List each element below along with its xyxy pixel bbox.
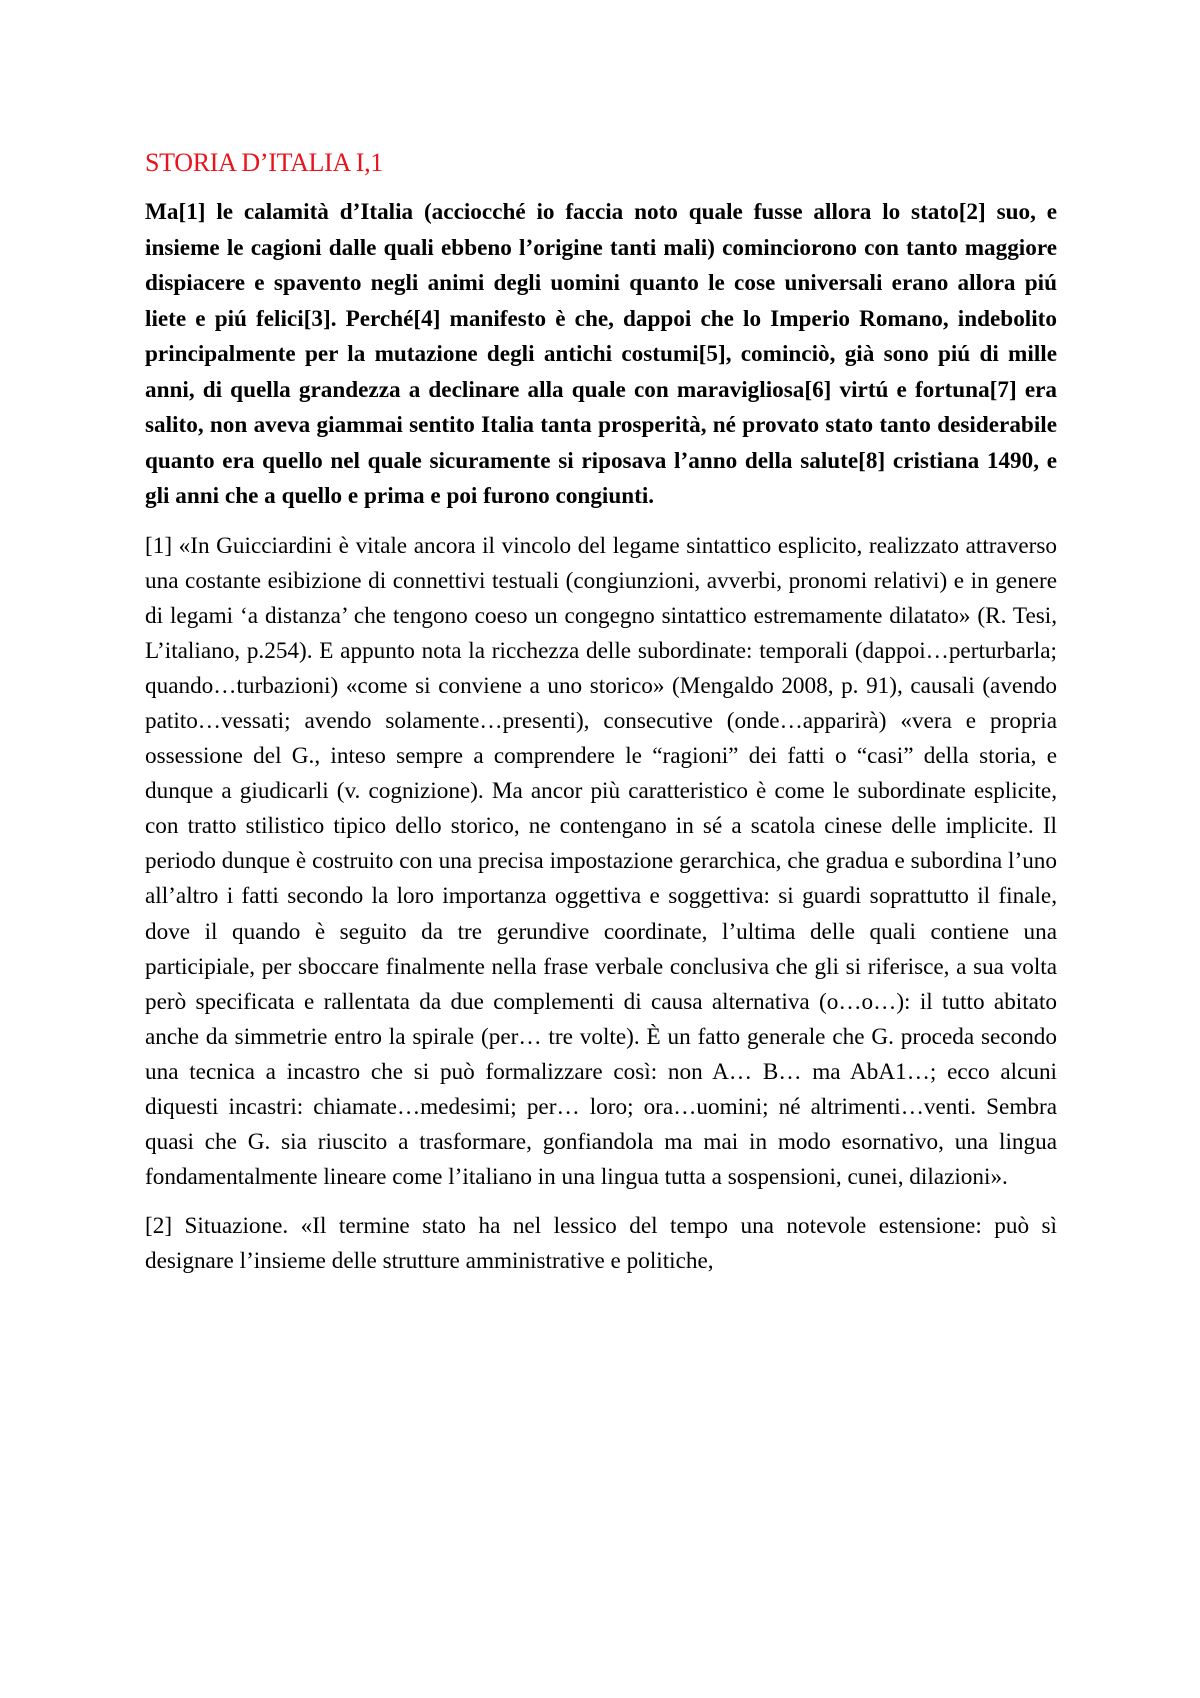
document-page: [145, 147, 1057, 1293]
note-2: [2] Situazione. «Il termine stato ha nel lessico del tempo una notevole estensione: può sì designare l’insieme delle strutture amministrative e politiche,: [145, 1213, 1057, 1275]
note-1: [1] «In Guicciardini è vitale ancora il vincolo del legame sintattico esplicito, realizzato attraverso una costante esibizione di connettivi testuali (congiunzioni, avverbi, pronomi relativi) e in genere di legami ‘a distanza’ che tengono coeso un congegno sintattico estremamente dilatato» (R. Tesi, L’italiano, p.254). E appunto nota la ricchezza delle subordinate: temporali (dappoi…perturbarla; quando…turbazioni) «come si conviene a uno storico» (Mengaldo 2008, p. 91), causali (avendo patito…vessati; avendo solamente…presenti), consecutive (onde…apparirà) «vera e propria ossessione del G., inteso sempre a comprendere le “ragioni” dei fatti o “casi” della storia, e dunque a giudicarli (v. cognizione). Ma ancor più caratteristico è come le subordinate esplicite, con tratto stilistico tipico dello storico, ne contengano in sé a scatola cinese delle implicite. Il periodo dunque è costruito con una precisa impostazione gerarchica, che gradua e subordina l’uno all’altro i fatti secondo la loro importanza oggettiva e soggettiva: si guardi soprattutto il finale, dove il quando è seguito da tre gerundive coordinate, l’ultima delle quali contiene una participiale, per sboccare finalmente nella frase verbale conclusiva che gli si riferisce, a sua volta però specificata e rallentata da due complementi di causa alternativa (o…o…): il tutto abitato anche da simmetrie entro la spirale (per… tre volte). È un fatto generale che G. proceda secondo una tecnica a incastro che si può formalizzare così: non A… B… ma AbA1…; ecco alcuni diquesti incastri: chiamate…medesimi; per… loro; ora…uomini; né altrimenti…venti. Sembra quasi che G. sia riuscito a trasformare, gonfiandola ma mai in modo esornativo, una lingua fondamentalmente lineare come l’italiano in una lingua tutta a sospensioni, cunei, dilazioni».: [145, 532, 1057, 1191]
main-paragraph: Ma[1] le calamità d’Italia (acciocché io faccia noto quale fusse allora lo stato[2] suo, e insieme le cagioni dalle quali ebbeno l’origine tanti mali) cominciorono con tanto maggiore dispiacere e spavento negli animi degli uomini quanto le cose universali erano allora piú liete e piú felici[3]. Perché[4] manifesto è che, dappoi che lo Imperio Romano, indebolito principalmente per la mutazione degli antichi costumi[5], cominciò, già sono piú di mille anni, di quella grandezza a declinare alla quale con maravigliosa[6] virtú e fortuna[7] era salito, non aveva giammai sentito Italia tanta prosperità, né provato stato tanto desiderabile quanto era quello nel quale sicuramente si riposava l’anno della salute[8] cristiana 1490, e gli anni che a quello e prima e poi furono congiunti.: [145, 199, 1057, 509]
document-title: STORIA D’ITALIA I,1: [145, 148, 383, 177]
